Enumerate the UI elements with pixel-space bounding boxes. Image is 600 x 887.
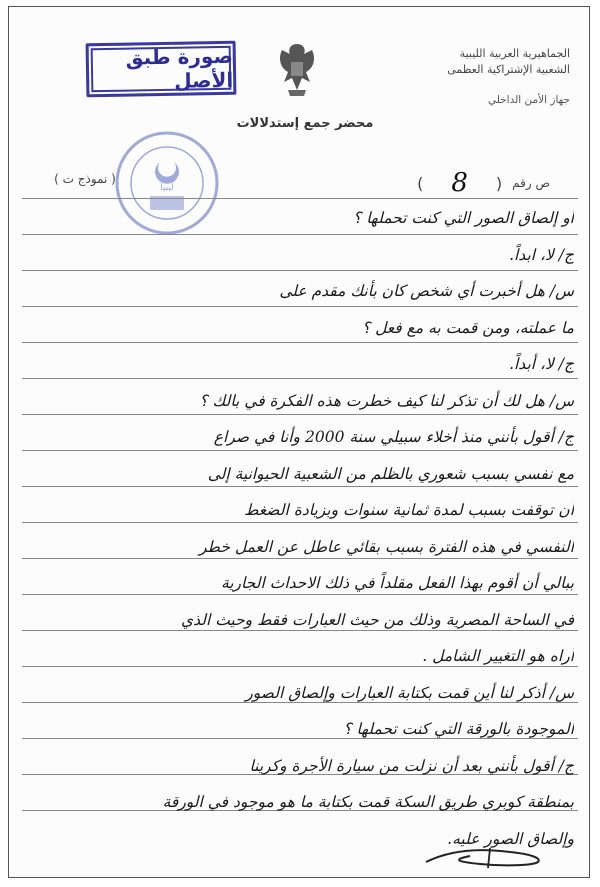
text-line: ج/ أقول بأنني بعد أن نزلت من سيارة الأجرة وكرينا: [249, 756, 574, 775]
text-line: ببالي أن أقوم بهذا الفعل مقلداً في ذلك الاحداث الجارية: [220, 574, 574, 592]
country-line-1: الجماهيرية العربية الليبية: [459, 47, 570, 60]
eagle-emblem-icon: [268, 38, 326, 102]
page-number-value: 8: [451, 168, 468, 198]
interrogation-text: [26, 200, 574, 857]
signature-scribble-icon: [420, 840, 550, 872]
page-number-row: ص رقم ( 8 ): [417, 168, 550, 198]
form-model-label: ( نموذج ت ): [54, 172, 116, 186]
svg-text:ليبيا: ليبيا: [160, 183, 174, 193]
text-line: النفسي في هذه الفترة بسبب بقائي عاطل عن العمل خطر: [199, 537, 574, 556]
stamp-text: صورة طبق الأصل: [125, 43, 234, 93]
text-line: ج/ لا، أبداً.: [509, 355, 574, 373]
text-line: الموجودة بالورقة التي كنت تحملها ؟: [343, 720, 574, 738]
text-line: مع نفسي بسبب شعوري بالظلم من الشعبية الحيوانية إلى: [207, 464, 574, 483]
country-line-2: الشعبية الإشتراكية العظمى: [447, 63, 570, 76]
department-name: جهاز الأمن الداخلي: [487, 94, 570, 106]
text-line: س/ أذكر لنا أين قمت بكتابة العبارات وإلصاق الصور: [245, 683, 574, 702]
page-number-label: ص رقم: [512, 176, 550, 190]
text-line: وإلصاق الصور عليه.: [447, 829, 574, 848]
text-line: ج/ أقول بأنني منذ أخلاء سبيلي سنة 2000 وأنا في صراع: [213, 428, 574, 446]
text-line: أن توقفت بسبب لمدة ثمانية سنوات وبزيادة الضغط: [244, 501, 574, 519]
text-line: ج/ لا، ابداً.: [509, 245, 574, 264]
text-line: في الساحة المصرية وذلك من حيث العبارات فقط وحيث الذي: [180, 610, 574, 629]
certified-copy-stamp: [86, 41, 237, 98]
text-line: ما عملته، ومن قمت به مع فعل ؟: [361, 318, 574, 337]
document-title: محضر جمع إستدلالات: [236, 116, 374, 131]
text-line: س/ هل أخبرت أي شخص كان بأنك مقدم على: [279, 282, 574, 300]
text-line: بمنطقة كوبري طريق السكة قمت بكتابة ما هو موجود في الورقة: [162, 793, 574, 811]
text-line: س/ هل لك أن تذكر لنا كيف خطرت هذه الفكرة في بالك ؟: [199, 391, 574, 410]
text-line: أراه هو التغيير الشامل .: [422, 647, 574, 665]
text-line: أو إلصاق الصور التي كنت تحملها ؟: [353, 209, 574, 227]
ruled-line: [22, 198, 578, 199]
issuer-block: [390, 46, 570, 108]
